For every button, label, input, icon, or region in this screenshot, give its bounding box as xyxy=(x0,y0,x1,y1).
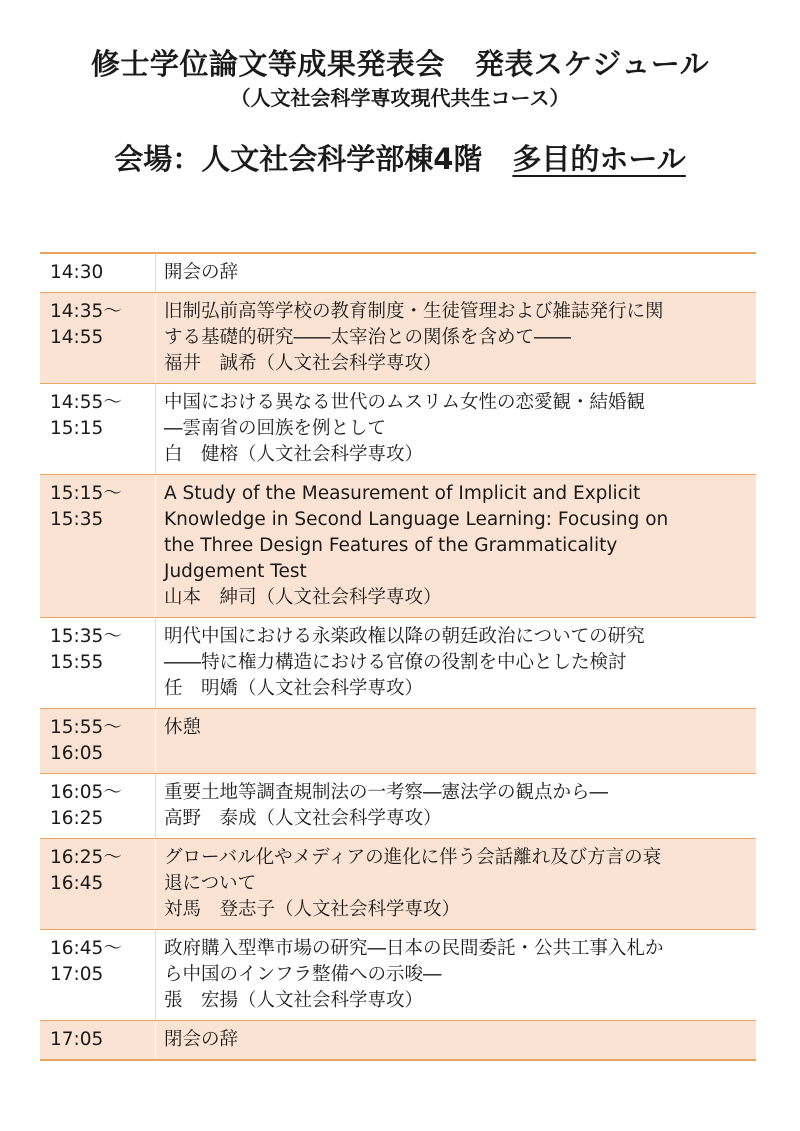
schedule-line: ら中国のインフラ整備への示唆― xyxy=(164,964,442,985)
schedule-line: 退について xyxy=(164,873,257,894)
schedule-time: 14:35～ 14:55 xyxy=(50,301,122,348)
schedule-line: グローバル化やメディアの進化に伴う会話離れ及び方言の衰 xyxy=(164,847,662,868)
schedule-line: 高野 泰成（人文社会科学専攻） xyxy=(164,808,442,829)
schedule-line: 閉会の辞 xyxy=(164,1029,239,1050)
schedule-line: Judgement Test xyxy=(164,561,307,582)
schedule-content xyxy=(155,839,756,929)
schedule-time: 16:45～ 17:05 xyxy=(50,938,122,985)
schedule-line: 開会の辞 xyxy=(164,262,239,283)
venue-building: 会場：人文社会科学部棟4階 xyxy=(114,142,483,176)
schedule-row xyxy=(40,838,756,929)
schedule-content xyxy=(155,709,756,773)
schedule-time: 14:30 xyxy=(50,262,104,283)
schedule-content xyxy=(155,618,756,708)
schedule-row xyxy=(40,474,756,617)
schedule-line: 福井 誠希（人文社会科学専攻） xyxy=(164,353,442,374)
schedule-row xyxy=(40,383,756,474)
schedule-row xyxy=(40,929,756,1020)
title-schedule: 発表スケジュール xyxy=(474,47,710,81)
schedule-line: 重要土地等調査規制法の一考察―憲法学の観点から― xyxy=(164,782,609,803)
schedule-line: 旧制弘前高等学校の教育制度・生徒管理および雑誌発行に関 xyxy=(164,301,664,322)
venue-hall: 多目的ホール xyxy=(512,142,686,176)
schedule-line: 白 健榕（人文社会科学専攻） xyxy=(164,444,424,465)
schedule-line: 山本 紳司（人文社会科学専攻） xyxy=(164,587,442,608)
schedule-line: する基礎的研究――太宰治との関係を含めて―― xyxy=(164,327,572,348)
schedule-content xyxy=(155,774,756,838)
schedule-row xyxy=(40,708,756,773)
schedule-line: 政府購入型準市場の研究―日本の民間委託・公共工事入札か xyxy=(164,938,664,959)
schedule-line: 明代中国における永楽政権以降の朝廷政治についての研究 xyxy=(164,626,645,647)
schedule-line: 張 宏揚（人文社会科学専攻） xyxy=(164,990,424,1011)
schedule-line: A Study of the Measurement of Implicit and Explicit xyxy=(164,483,641,504)
page-header xyxy=(0,44,800,179)
page-title xyxy=(0,44,800,84)
schedule-line: the Three Design Features of the Grammaticality xyxy=(164,535,618,556)
schedule-content xyxy=(155,930,756,1020)
schedule-line: 中国における異なる世代のムスリム女性の恋愛観・結婚観 xyxy=(164,392,646,413)
schedule-line: 任 明嬌（人文社会科学専攻） xyxy=(164,678,424,699)
schedule-content xyxy=(155,1021,756,1059)
schedule-row xyxy=(40,254,756,292)
schedule-time: 15:55～ 16:05 xyxy=(50,717,122,764)
schedule-table xyxy=(40,252,756,1061)
schedule-content xyxy=(155,293,756,383)
schedule-row xyxy=(40,773,756,838)
schedule-time: 16:25～ 16:45 xyxy=(50,847,122,894)
venue-line xyxy=(0,139,800,179)
schedule-content xyxy=(155,475,756,617)
page-subtitle: （人文社会科学専攻現代共生コース） xyxy=(230,86,570,110)
schedule-line: 休憩 xyxy=(164,717,202,738)
schedule-time: 16:05～ 16:25 xyxy=(50,782,122,829)
schedule-line: ――特に権力構造における官僚の役割を中心とした検討 xyxy=(164,652,627,673)
schedule-line: Knowledge in Second Language Learning: Focusing on xyxy=(164,509,669,530)
title-event: 修士学位論文等成果発表会 xyxy=(90,47,445,81)
schedule-time: 17:05 xyxy=(50,1029,104,1050)
schedule-row xyxy=(40,617,756,708)
schedule-line: ―雲南省の回族を例として xyxy=(164,418,387,439)
schedule-row xyxy=(40,1020,756,1059)
schedule-content xyxy=(155,254,756,292)
schedule-time: 15:15～ 15:35 xyxy=(50,483,122,530)
schedule-row xyxy=(40,292,756,383)
schedule-content xyxy=(155,384,756,474)
schedule-time: 15:35～ 15:55 xyxy=(50,626,122,673)
schedule-time: 14:55～ 15:15 xyxy=(50,392,122,439)
schedule-line: 対馬 登志子（人文社会科学専攻） xyxy=(164,899,461,920)
